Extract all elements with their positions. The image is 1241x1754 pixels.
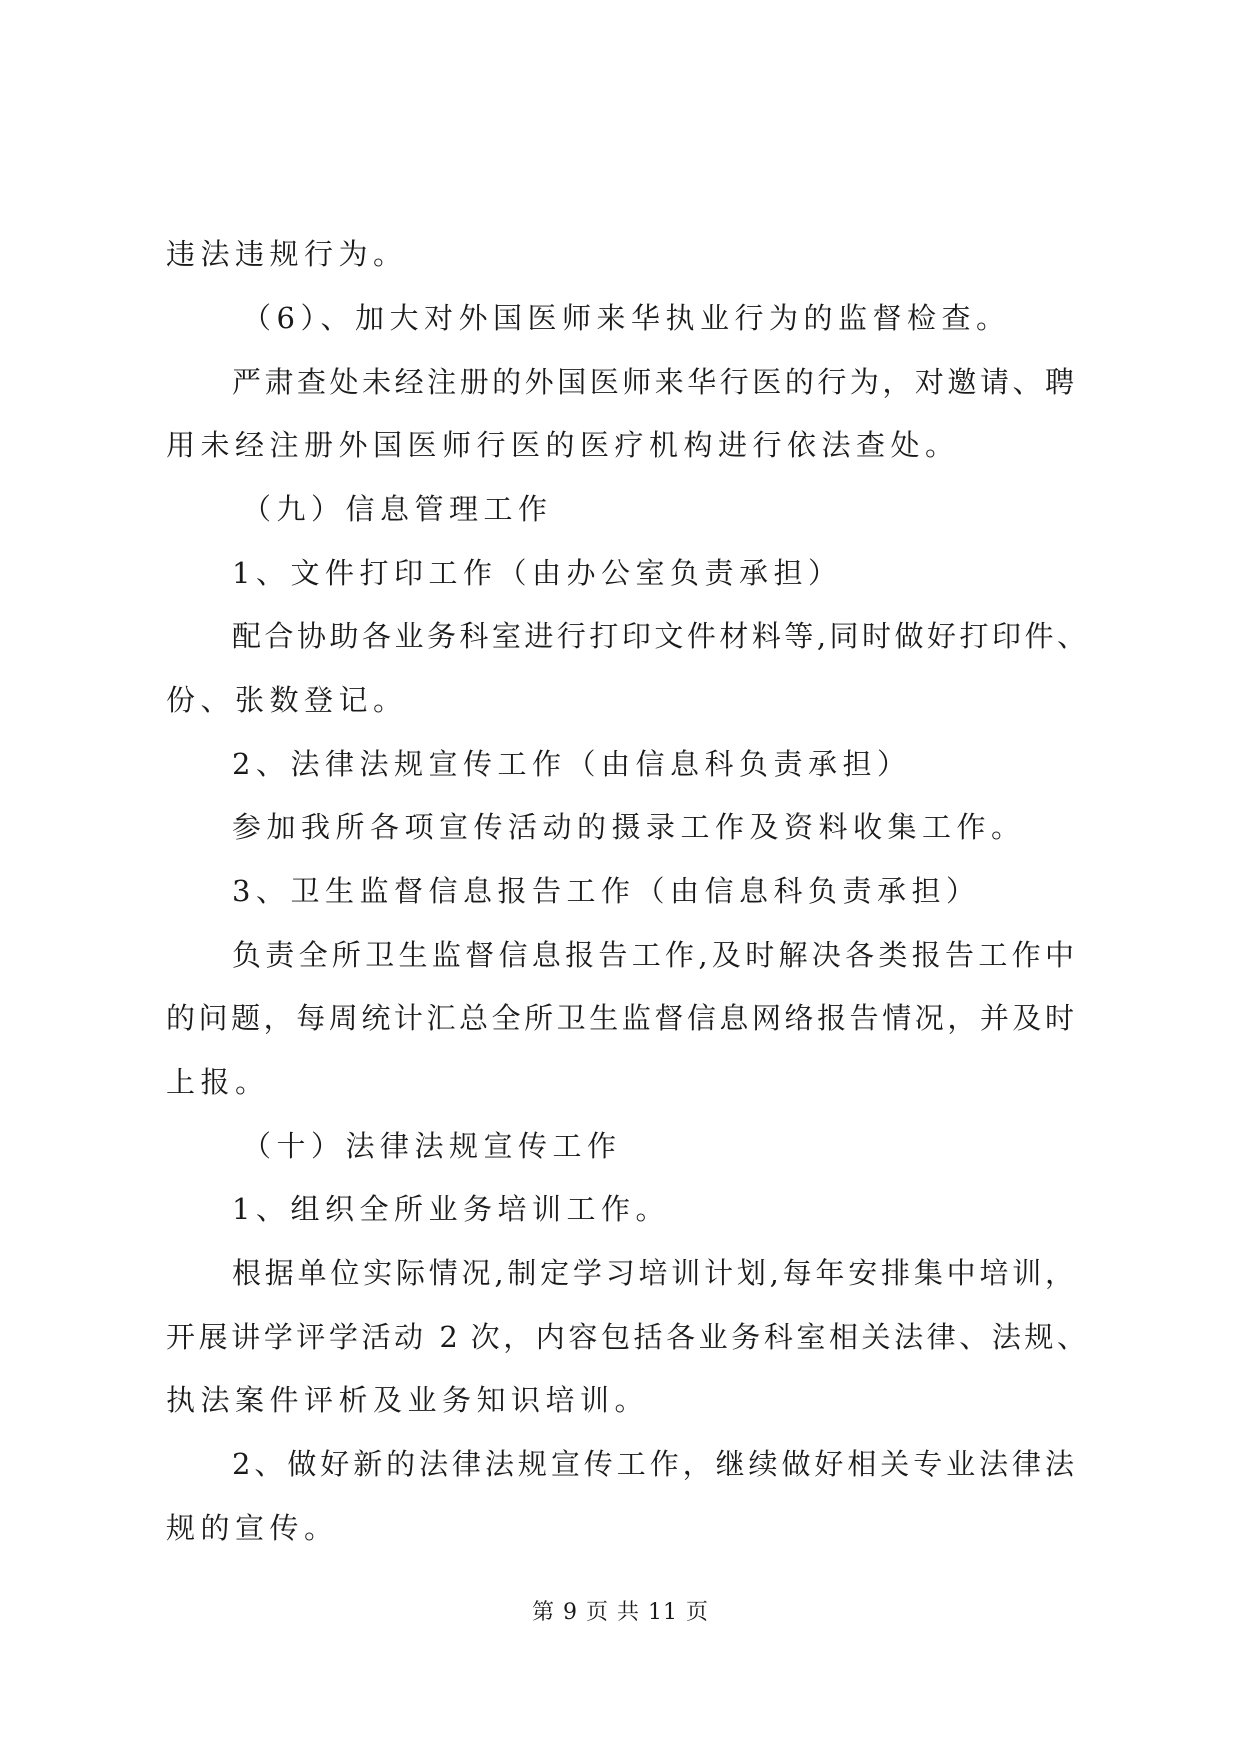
text-line-17: 根据单位实际情况,制定学习培训计划,每年安排集中培训， bbox=[232, 1256, 1074, 1290]
text-line-7: 配合协助各业务科室进行打印文件材料等,同时做好打印件、 bbox=[232, 619, 1086, 653]
text-line-14: 上报。 bbox=[166, 1065, 270, 1099]
page-number-footer: 第 9 页 共 11 页 bbox=[532, 1600, 709, 1625]
text-line-8: 份、张数登记。 bbox=[166, 683, 408, 717]
text-line-10: 参加我所各项宣传活动的摄录工作及资料收集工作。 bbox=[232, 810, 1026, 844]
text-line-4: 用未经注册外国医师行医的医疗机构进行依法查处。 bbox=[166, 428, 960, 462]
text-line-1: 违法违规行为。 bbox=[166, 237, 408, 271]
text-line-18: 开展讲学评学活动 2 次，内容包括各业务科室相关法律、法规、 bbox=[166, 1320, 1086, 1354]
text-line-12: 负责全所卫生监督信息报告工作,及时解决各类报告工作中 bbox=[232, 938, 1074, 972]
text-line-3: 严肃查处未经注册的外国医师来华行医的行为，对邀请、聘 bbox=[232, 365, 1074, 399]
text-line-13: 的问题，每周统计汇总全所卫生监督信息网络报告情况，并及时 bbox=[166, 1001, 1074, 1035]
text-line-20: 2、做好新的法律法规宣传工作，继续做好相关专业法律法 bbox=[232, 1447, 1074, 1481]
text-line-9: 2、法律法规宣传工作（由信息科负责承担） bbox=[232, 747, 912, 781]
text-line-2: （6）、加大对外国医师来华执业行为的监督检查。 bbox=[242, 301, 1011, 335]
text-line-21: 规的宣传。 bbox=[166, 1511, 339, 1545]
text-line-6: 1、文件打印工作（由办公室负责承担） bbox=[232, 556, 843, 590]
text-line-16: 1、组织全所业务培训工作。 bbox=[232, 1192, 670, 1226]
section-heading-9: （九）信息管理工作 bbox=[242, 492, 553, 526]
text-line-19: 执法案件评析及业务知识培训。 bbox=[166, 1383, 650, 1417]
text-line-11: 3、卫生监督信息报告工作（由信息科负责承担） bbox=[232, 874, 981, 908]
section-heading-10: （十）法律法规宣传工作 bbox=[242, 1129, 622, 1163]
